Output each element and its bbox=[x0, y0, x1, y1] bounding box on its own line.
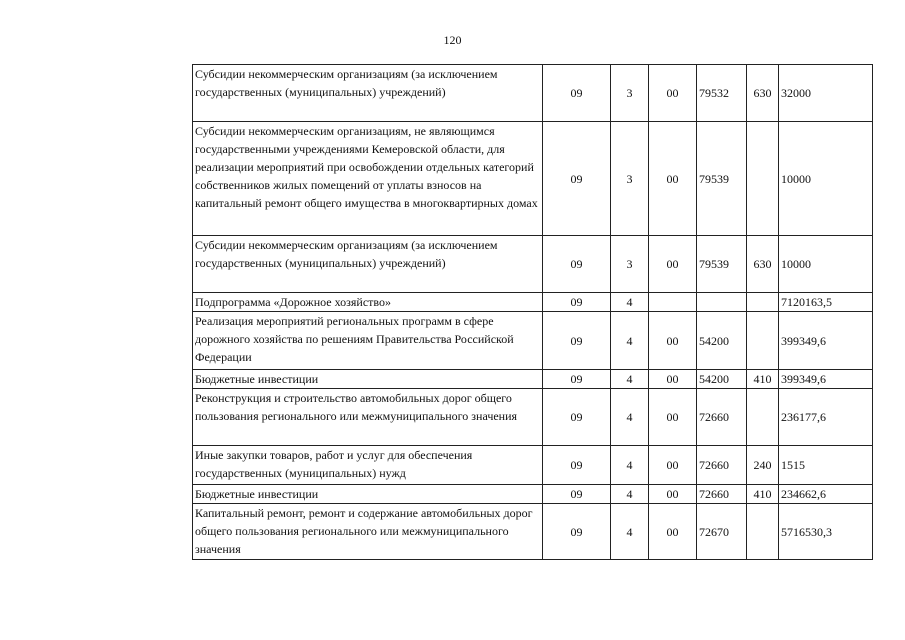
table-row bbox=[193, 504, 873, 560]
section-cell: 09 bbox=[543, 312, 611, 370]
subsection-cell: 4 bbox=[611, 312, 649, 370]
subsection-cell: 4 bbox=[611, 293, 649, 312]
target-code-cell bbox=[697, 293, 747, 312]
amount-cell: 10000 bbox=[779, 236, 873, 293]
program-cell: 00 bbox=[649, 485, 697, 504]
program-cell: 00 bbox=[649, 389, 697, 446]
expense-type-cell bbox=[747, 122, 779, 236]
target-code-cell: 72660 bbox=[697, 485, 747, 504]
section-cell: 09 bbox=[543, 389, 611, 446]
subsection-cell: 3 bbox=[611, 122, 649, 236]
program-cell: 00 bbox=[649, 312, 697, 370]
subsection-cell: 4 bbox=[611, 504, 649, 560]
subsection-cell: 4 bbox=[611, 370, 649, 389]
expense-type-cell bbox=[747, 312, 779, 370]
row-description: Реконструкция и строительство автомобильных дорог общего пользования регионального или межмуниципального значения bbox=[193, 389, 543, 446]
subsection-cell: 3 bbox=[611, 236, 649, 293]
target-code-cell: 79539 bbox=[697, 122, 747, 236]
target-code-cell: 72670 bbox=[697, 504, 747, 560]
program-cell: 00 bbox=[649, 236, 697, 293]
row-description: Иные закупки товаров, работ и услуг для обеспечения государственных (муниципальных) нужд bbox=[193, 446, 543, 485]
target-code-cell: 72660 bbox=[697, 389, 747, 446]
subsection-cell: 4 bbox=[611, 485, 649, 504]
section-cell: 09 bbox=[543, 446, 611, 485]
section-cell: 09 bbox=[543, 236, 611, 293]
program-cell: 00 bbox=[649, 122, 697, 236]
program-cell: 00 bbox=[649, 446, 697, 485]
amount-cell: 5716530,3 bbox=[779, 504, 873, 560]
row-description: Подпрограмма «Дорожное хозяйство» bbox=[193, 293, 543, 312]
row-description: Субсидии некоммерческим организациям (за исключением государственных (муниципальных) учреждений) bbox=[193, 236, 543, 293]
subsection-cell: 3 bbox=[611, 65, 649, 122]
row-description: Реализация мероприятий региональных программ в сфере дорожного хозяйства по решениям Правительства Российской Федерации bbox=[193, 312, 543, 370]
row-description: Субсидии некоммерческим организациям, не являющимся государственными учреждениями Кемеровской области, для реализации мероприятий при освобождении отдельных категорий собственников жилых помещений от уплаты взносов на капитальный ремонт общего имущества в многоквартирных домах bbox=[193, 122, 543, 236]
expense-type-cell: 410 bbox=[747, 370, 779, 389]
expense-type-cell: 630 bbox=[747, 65, 779, 122]
section-cell: 09 bbox=[543, 293, 611, 312]
table-row bbox=[193, 389, 873, 446]
amount-cell: 32000 bbox=[779, 65, 873, 122]
target-code-cell: 54200 bbox=[697, 312, 747, 370]
table-row bbox=[193, 122, 873, 236]
section-cell: 09 bbox=[543, 122, 611, 236]
expense-type-cell bbox=[747, 504, 779, 560]
row-description: Капитальный ремонт, ремонт и содержание автомобильных дорог общего пользования регионального или межмуниципального значения bbox=[193, 504, 543, 560]
program-cell: 00 bbox=[649, 504, 697, 560]
row-description: Бюджетные инвестиции bbox=[193, 485, 543, 504]
section-cell: 09 bbox=[543, 65, 611, 122]
expense-type-cell bbox=[747, 389, 779, 446]
amount-cell: 7120163,5 bbox=[779, 293, 873, 312]
table-row bbox=[193, 370, 873, 389]
target-code-cell: 72660 bbox=[697, 446, 747, 485]
amount-cell: 236177,6 bbox=[779, 389, 873, 446]
table-row bbox=[193, 312, 873, 370]
subsection-cell: 4 bbox=[611, 389, 649, 446]
target-code-cell: 54200 bbox=[697, 370, 747, 389]
amount-cell: 399349,6 bbox=[779, 312, 873, 370]
table-row bbox=[193, 65, 873, 122]
subsection-cell: 4 bbox=[611, 446, 649, 485]
section-cell: 09 bbox=[543, 485, 611, 504]
page-number: 120 bbox=[443, 33, 462, 47]
program-cell: 00 bbox=[649, 65, 697, 122]
budget-table bbox=[192, 64, 873, 560]
table-row bbox=[193, 293, 873, 312]
expense-type-cell: 240 bbox=[747, 446, 779, 485]
section-cell: 09 bbox=[543, 370, 611, 389]
expense-type-cell: 410 bbox=[747, 485, 779, 504]
amount-cell: 1515 bbox=[779, 446, 873, 485]
program-cell bbox=[649, 293, 697, 312]
amount-cell: 399349,6 bbox=[779, 370, 873, 389]
section-cell: 09 bbox=[543, 504, 611, 560]
table-row bbox=[193, 485, 873, 504]
row-description: Бюджетные инвестиции bbox=[193, 370, 543, 389]
target-code-cell: 79539 bbox=[697, 236, 747, 293]
amount-cell: 10000 bbox=[779, 122, 873, 236]
row-description: Субсидии некоммерческим организациям (за исключением государственных (муниципальных) учреждений) bbox=[193, 65, 543, 122]
amount-cell: 234662,6 bbox=[779, 485, 873, 504]
program-cell: 00 bbox=[649, 370, 697, 389]
expense-type-cell bbox=[747, 293, 779, 312]
target-code-cell: 79532 bbox=[697, 65, 747, 122]
table-row bbox=[193, 446, 873, 485]
table-row bbox=[193, 236, 873, 293]
expense-type-cell: 630 bbox=[747, 236, 779, 293]
